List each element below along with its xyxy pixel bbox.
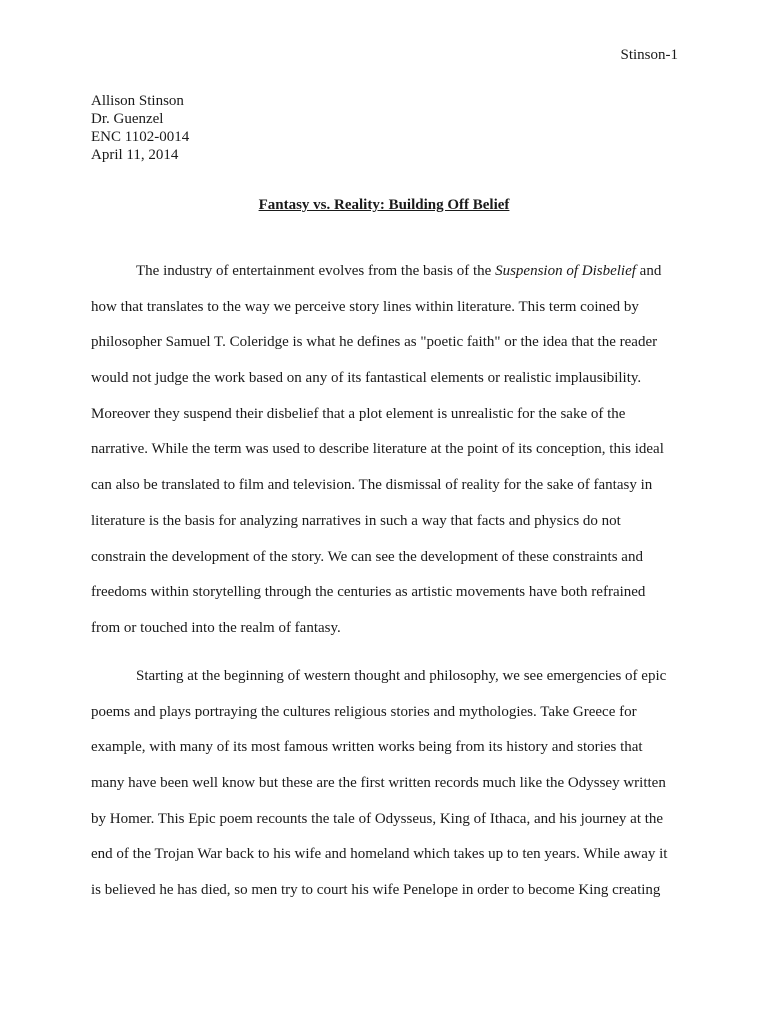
paragraph-line: narrative. While the term was used to describe literature at the point of its conception, this ideal (91, 441, 664, 457)
paragraph-line: is believed he has died, so men try to court his wife Penelope in order to become King creating (91, 882, 661, 898)
paragraph-line: end of the Trojan War back to his wife and homeland which takes up to ten years. While away it (91, 846, 668, 862)
paragraph-line: many have been well know but these are the first written records much like the Odyssey written (91, 775, 666, 791)
paragraph-line: from or touched into the realm of fantasy. (91, 620, 341, 636)
essay-title: Fantasy vs. Reality: Building Off Belief (258, 197, 510, 213)
course-code: ENC 1102-0014 (91, 129, 190, 145)
instructor-name: Dr. Guenzel (91, 111, 164, 127)
paragraph-line: how that translates to the way we perceive story lines within literature. This term coined by (91, 299, 639, 315)
running-head: Stinson-1 (620, 47, 678, 63)
author-name: Allison Stinson (91, 93, 184, 109)
date: April 11, 2014 (91, 147, 179, 163)
text-run: and (635, 263, 662, 279)
paragraph-line: freedoms within storytelling through the centuries as artistic movements have both refrained (91, 584, 646, 600)
paragraph-line (136, 262, 661, 280)
paragraph-line: philosopher Samuel T. Coleridge is what he defines as "poetic faith" or the idea that the reader (91, 334, 658, 350)
paragraph-line: example, with many of its most famous written works being from its history and stories that (91, 739, 643, 755)
paragraph-line: can also be translated to film and television. The dismissal of reality for the sake of fantasy in (91, 477, 653, 493)
text-run: The industry of entertainment evolves from the basis of the (136, 263, 496, 279)
mla-heading (91, 92, 189, 164)
paragraph-line: would not judge the work based on any of its fantastical elements or realistic implausibility. (91, 370, 642, 386)
paragraph-line: by Homer. This Epic poem recounts the tale of Odysseus, King of Ithaca, and his journey at the (91, 811, 664, 827)
paragraph-line: Starting at the beginning of western thought and philosophy, we see emergencies of epic (136, 668, 667, 684)
paragraph-line: Moreover they suspend their disbelief that a plot element is unrealistic for the sake of the (91, 406, 626, 422)
paragraph-line: poems and plays portraying the cultures religious stories and mythologies. Take Greece for (91, 704, 637, 720)
paragraph-line: literature is the basis for analyzing narratives in such a way that facts and physics do not (91, 513, 621, 529)
paragraph-line: constrain the development of the story. We can see the development of these constraints and (91, 549, 643, 565)
italic-term: Suspension of Disbelief (495, 263, 636, 279)
